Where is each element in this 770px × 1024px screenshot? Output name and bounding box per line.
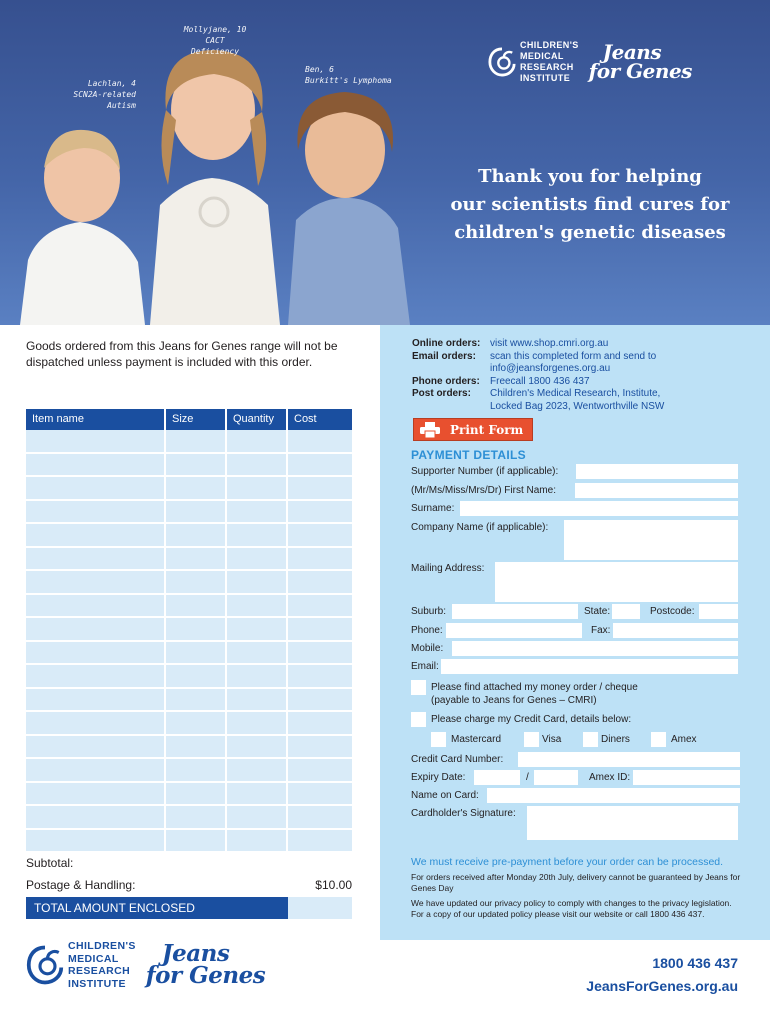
postcode-label: Postcode: — [650, 606, 695, 617]
item-name-cell[interactable] — [26, 712, 166, 736]
caption-line: Mollyjane, 10 — [183, 25, 247, 34]
hero-banner — [0, 0, 770, 325]
table-row — [26, 430, 352, 454]
quantity-cell[interactable] — [227, 665, 288, 689]
amex-checkbox[interactable] — [651, 732, 666, 747]
table-row — [26, 618, 352, 642]
print-form-label: Print Form — [450, 422, 524, 437]
contact-value[interactable]: visit www.shop.cmri.org.au — [490, 338, 609, 349]
table-row — [26, 595, 352, 619]
card-number-field[interactable] — [518, 752, 740, 767]
size-cell[interactable] — [166, 736, 227, 760]
mastercard-label: Mastercard — [451, 734, 502, 745]
cost-cell[interactable] — [288, 806, 352, 830]
item-name-cell[interactable] — [26, 524, 166, 548]
quantity-cell[interactable] — [227, 759, 288, 783]
cost-cell[interactable] — [288, 783, 352, 807]
privacy-note: We have updated our privacy policy to comply with changes to the privacy legislation. For a copy of our updated policy please visit our website or call 1800 436 437. — [411, 898, 732, 919]
size-cell[interactable] — [166, 501, 227, 525]
table-row — [26, 689, 352, 713]
contact-online — [412, 338, 664, 351]
cost-cell[interactable] — [288, 477, 352, 501]
quantity-cell[interactable] — [227, 736, 288, 760]
contact-value: scan this completed form and send to — [490, 350, 657, 362]
cost-cell[interactable] — [288, 665, 352, 689]
amex-id-field[interactable] — [633, 770, 740, 785]
order-table — [26, 409, 352, 853]
company-field[interactable] — [564, 520, 738, 560]
quantity-cell[interactable] — [227, 618, 288, 642]
quantity-cell[interactable] — [227, 548, 288, 572]
phone-label: Phone: — [411, 625, 443, 636]
prepayment-note: We must receive pre-payment before your order can be processed. — [411, 856, 724, 868]
money-order-checkbox[interactable] — [411, 680, 426, 695]
expiry-year-field[interactable] — [534, 770, 578, 785]
cmri-line: CHILDREN'S — [520, 40, 579, 50]
table-row — [26, 806, 352, 830]
contact-value: Freecall 1800 436 437 — [490, 375, 590, 387]
credit-card-label: Please charge my Credit Card, details below: — [431, 714, 632, 725]
size-cell[interactable] — [166, 571, 227, 595]
cost-cell[interactable] — [288, 501, 352, 525]
contact-label: Phone orders: — [412, 375, 480, 387]
delivery-note: For orders received after Monday 20th July, delivery cannot be guaranteed by Jeans for Genes Day — [411, 872, 741, 893]
hero-headline — [420, 163, 760, 247]
header-logo — [488, 40, 692, 84]
item-name-cell[interactable] — [26, 571, 166, 595]
size-cell[interactable] — [166, 430, 227, 454]
email-label: Email: — [411, 661, 439, 672]
cost-cell[interactable] — [288, 642, 352, 666]
jeans-for-genes-logo — [588, 40, 692, 83]
size-cell[interactable] — [166, 665, 227, 689]
contact-phone — [412, 376, 664, 389]
postage-value: $10.00 — [315, 878, 352, 892]
item-name-cell[interactable] — [26, 665, 166, 689]
item-name-cell[interactable] — [26, 501, 166, 525]
table-row — [26, 665, 352, 689]
quantity-cell[interactable] — [227, 430, 288, 454]
company-label: Company Name (if applicable): — [411, 522, 549, 533]
jeans-for-genes-logo — [145, 940, 266, 989]
cmri-line: RESEARCH — [520, 62, 574, 72]
quantity-cell[interactable] — [227, 595, 288, 619]
state-field[interactable] — [612, 604, 640, 619]
signature-field[interactable] — [527, 806, 738, 840]
size-cell[interactable] — [166, 642, 227, 666]
contact-label-spacer — [412, 363, 490, 376]
jfg-line: for Genes — [145, 962, 266, 989]
quantity-cell[interactable] — [227, 689, 288, 713]
diners-label: Diners — [601, 734, 630, 745]
cost-cell[interactable] — [288, 830, 352, 854]
cost-cell[interactable] — [288, 712, 352, 736]
item-name-cell[interactable] — [26, 548, 166, 572]
contact-email-address — [412, 363, 664, 376]
cost-cell[interactable] — [288, 618, 352, 642]
cost-cell[interactable] — [288, 689, 352, 713]
first-name-label: (Mr/Ms/Miss/Mrs/Dr) First Name: — [411, 485, 556, 496]
cost-cell[interactable] — [288, 524, 352, 548]
size-cell[interactable] — [166, 759, 227, 783]
item-name-cell[interactable] — [26, 430, 166, 454]
caption-line: Ben, 6 — [305, 65, 334, 74]
size-cell[interactable] — [166, 618, 227, 642]
cmri-line: INSTITUTE — [520, 73, 571, 83]
size-cell[interactable] — [166, 454, 227, 478]
table-row — [26, 712, 352, 736]
printer-icon — [420, 422, 440, 438]
mailing-address-label: Mailing Address: — [411, 563, 485, 574]
quantity-cell[interactable] — [227, 642, 288, 666]
contact-label: Post orders: — [412, 388, 471, 399]
table-row — [26, 571, 352, 595]
header-cost: Cost — [294, 413, 317, 425]
caption-line: Lachlan, 4 — [87, 79, 136, 88]
payment-details-title: PAYMENT DETAILS — [411, 448, 526, 462]
surname-field[interactable] — [460, 501, 738, 516]
contact-email — [412, 351, 664, 364]
credit-card-checkbox[interactable] — [411, 712, 426, 727]
cmri-logo-text — [68, 940, 136, 990]
cmri-line: MEDICAL — [68, 952, 119, 965]
order-table-body — [26, 430, 352, 853]
size-cell[interactable] — [166, 712, 227, 736]
cmri-logo-text — [520, 40, 579, 84]
quantity-cell[interactable] — [227, 454, 288, 478]
headline-line: our scientists find cures for — [450, 194, 730, 215]
visa-checkbox[interactable] — [524, 732, 539, 747]
cost-cell[interactable] — [288, 548, 352, 572]
mobile-label: Mobile: — [411, 643, 444, 654]
size-cell[interactable] — [166, 524, 227, 548]
quantity-cell[interactable] — [227, 783, 288, 807]
total-label: TOTAL AMOUNT ENCLOSED — [26, 897, 288, 919]
contact-value: Locked Bag 2023, Wentworthville NSW — [490, 400, 665, 412]
suburb-label: Suburb: — [411, 606, 447, 617]
name-on-card-field[interactable] — [487, 788, 740, 803]
order-totals — [26, 852, 352, 919]
table-row — [26, 454, 352, 478]
supporter-number-label: Supporter Number (if applicable): — [411, 466, 559, 477]
name-on-card-label: Name on Card: — [411, 790, 479, 801]
diners-checkbox[interactable] — [583, 732, 598, 747]
jfg-line: for Genes — [588, 59, 692, 83]
footer-website[interactable]: JeansForGenes.org.au — [586, 978, 738, 994]
header-size: Size — [166, 409, 227, 430]
quantity-cell[interactable] — [227, 830, 288, 854]
card-number-label: Credit Card Number: — [411, 754, 504, 765]
quantity-cell[interactable] — [227, 712, 288, 736]
contact-label: Online orders: — [412, 338, 481, 349]
email-field[interactable] — [441, 659, 738, 674]
order-table-header — [26, 409, 352, 430]
item-name-cell[interactable] — [26, 689, 166, 713]
contact-post — [412, 388, 664, 401]
item-name-cell[interactable] — [26, 830, 166, 854]
amex-id-label: Amex ID: — [589, 772, 631, 783]
size-cell[interactable] — [166, 548, 227, 572]
header-quantity: Quantity — [227, 409, 288, 430]
contact-value: Children's Medical Research, Institute, — [490, 388, 661, 399]
caption-lachlan — [40, 78, 136, 111]
cmri-line: RESEARCH — [68, 965, 131, 977]
table-row — [26, 830, 352, 854]
table-row — [26, 759, 352, 783]
quantity-cell[interactable] — [227, 524, 288, 548]
table-row — [26, 642, 352, 666]
caption-mollyjane — [180, 24, 250, 57]
table-row — [26, 501, 352, 525]
item-name-cell[interactable] — [26, 642, 166, 666]
total-input[interactable] — [288, 897, 352, 919]
footer-phone: 1800 436 437 — [652, 955, 738, 971]
order-contacts — [412, 338, 664, 413]
size-cell[interactable] — [166, 477, 227, 501]
table-row — [26, 736, 352, 760]
item-name-cell[interactable] — [26, 477, 166, 501]
order-intro-text: Goods ordered from this Jeans for Genes range will not be dispatched unless payment is included with this order. — [26, 339, 338, 369]
item-name-cell[interactable] — [26, 618, 166, 642]
visa-label: Visa — [542, 734, 562, 745]
expiry-separator: / — [526, 772, 529, 783]
contact-label-spacer — [412, 401, 490, 414]
item-name-cell[interactable] — [26, 595, 166, 619]
cmri-line: CHILDREN'S — [68, 940, 136, 952]
headline-line: children's genetic diseases — [454, 222, 726, 243]
item-name-cell[interactable] — [26, 783, 166, 807]
cost-cell[interactable] — [288, 430, 352, 454]
jfg-line: Jeans — [602, 40, 662, 64]
table-row — [26, 783, 352, 807]
item-name-cell[interactable] — [26, 454, 166, 478]
table-row — [26, 548, 352, 572]
cmri-logo-icon — [26, 945, 64, 985]
cost-cell[interactable] — [288, 595, 352, 619]
fax-label: Fax: — [591, 625, 611, 636]
postcode-field[interactable] — [699, 604, 738, 619]
total-row — [26, 897, 352, 919]
expiry-month-field[interactable] — [474, 770, 520, 785]
cost-cell[interactable] — [288, 736, 352, 760]
size-cell[interactable] — [166, 806, 227, 830]
header-item-name: Item name — [26, 409, 166, 430]
quantity-cell[interactable] — [227, 571, 288, 595]
money-order-label: Please find attached my money order / cheque — [431, 682, 638, 693]
caption-ben — [305, 64, 392, 86]
subtotal-row — [26, 852, 352, 874]
mastercard-checkbox[interactable] — [431, 732, 446, 747]
postage-row — [26, 874, 352, 896]
cost-cell[interactable] — [288, 454, 352, 478]
jfg-line: Jeans — [161, 940, 230, 967]
quantity-cell[interactable] — [227, 501, 288, 525]
caption-line: SCN2A-related Autism — [73, 90, 136, 110]
contact-post-address — [412, 401, 664, 414]
postage-label: Postage & Handling: — [26, 878, 136, 892]
table-row — [26, 477, 352, 501]
state-label: State: — [584, 606, 611, 617]
amex-label: Amex — [671, 734, 697, 745]
contact-label: Email orders: — [412, 350, 476, 362]
mailing-address-field[interactable] — [495, 562, 738, 602]
cost-cell[interactable] — [288, 571, 352, 595]
contact-value[interactable]: info@jeansforgenes.org.au — [490, 363, 611, 374]
caption-line: Burkitt's Lymphoma — [305, 76, 392, 85]
phone-field[interactable] — [446, 623, 582, 638]
size-cell[interactable] — [166, 783, 227, 807]
item-name-cell[interactable] — [26, 736, 166, 760]
money-order-payee: (payable to Jeans for Genes – CMRI) — [431, 695, 597, 706]
first-name-field[interactable] — [575, 483, 738, 498]
cost-cell[interactable] — [288, 759, 352, 783]
size-cell[interactable] — [166, 830, 227, 854]
size-cell[interactable] — [166, 689, 227, 713]
caption-line: CACT Deficiency — [190, 36, 240, 56]
print-form-button[interactable] — [413, 418, 533, 441]
fax-field[interactable] — [613, 623, 738, 638]
supporter-number-field[interactable] — [576, 464, 738, 479]
expiry-label: Expiry Date: — [411, 772, 466, 783]
mobile-field[interactable] — [452, 641, 738, 656]
suburb-field[interactable] — [452, 604, 578, 619]
table-row — [26, 524, 352, 548]
signature-label: Cardholder's Signature: — [411, 808, 516, 819]
subtotal-label: Subtotal: — [26, 856, 74, 870]
cmri-logo-icon — [488, 47, 516, 77]
quantity-cell[interactable] — [227, 477, 288, 501]
size-cell[interactable] — [166, 595, 227, 619]
surname-label: Surname: — [411, 503, 455, 514]
footer-logo — [26, 940, 265, 990]
item-name-cell[interactable] — [26, 806, 166, 830]
quantity-cell[interactable] — [227, 806, 288, 830]
cmri-line: MEDICAL — [520, 51, 564, 61]
cmri-line: INSTITUTE — [68, 977, 126, 990]
headline-line: Thank you for helping — [478, 166, 702, 187]
item-name-cell[interactable] — [26, 759, 166, 783]
